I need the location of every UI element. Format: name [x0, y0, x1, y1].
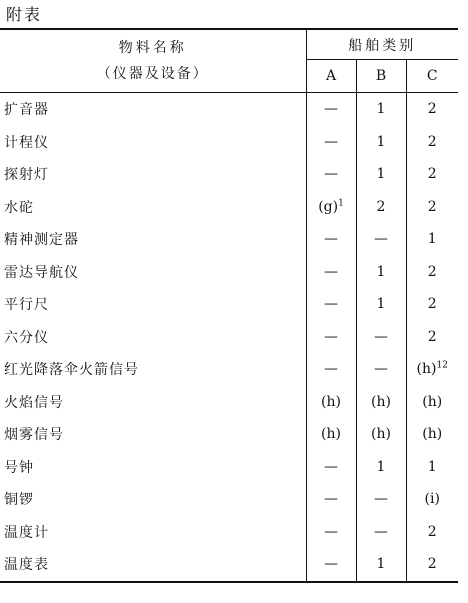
- table-row: [0, 256, 458, 289]
- table-row: [0, 516, 458, 549]
- class-c-cell: [406, 386, 458, 419]
- class-a-cell: [306, 191, 356, 224]
- class-b-cell-value: —: [374, 491, 388, 508]
- class-b-cell-value: 1: [376, 166, 386, 183]
- table-row: [0, 418, 458, 451]
- item-name-cell-value: 水砣: [4, 199, 34, 216]
- class-b-cell-value: —: [374, 523, 388, 540]
- item-name-cell-value: 号钟: [4, 459, 34, 476]
- class-c-cell-value: 2: [427, 296, 437, 313]
- item-name-cell-value: 温度计: [4, 524, 49, 541]
- class-c-cell: [406, 158, 458, 191]
- item-name-cell-value: 扩音器: [4, 102, 49, 119]
- class-a-cell: [306, 126, 356, 159]
- class-b-cell-value: 2: [376, 198, 386, 215]
- item-name-cell: [0, 93, 306, 126]
- item-name-cell: [0, 256, 306, 289]
- table-row: [0, 451, 458, 484]
- class-b-cell: [356, 223, 406, 256]
- class-a-cell: [306, 288, 356, 321]
- class-a-cell-footnote: 1: [338, 198, 344, 209]
- class-c-cell: [406, 353, 458, 386]
- class-a-cell: [306, 158, 356, 191]
- class-a-cell-value: —: [324, 133, 338, 150]
- class-c-cell: [406, 451, 458, 484]
- header-name-line2: （仪器及设备）: [96, 66, 209, 82]
- class-c-cell: [406, 288, 458, 321]
- class-c-cell: [406, 418, 458, 451]
- class-b-cell-value: (h): [371, 426, 391, 443]
- item-name-cell-value: 雷达导航仪: [4, 264, 79, 281]
- class-a-cell: [306, 386, 356, 419]
- class-b-cell-value: 1: [376, 263, 386, 280]
- class-b-cell: [356, 288, 406, 321]
- class-b-cell: [356, 516, 406, 549]
- table-row: [0, 288, 458, 321]
- class-c-cell-value: 2: [427, 523, 437, 540]
- class-c-cell-value: (h): [416, 361, 437, 378]
- item-name-cell-value: 平行尺: [4, 297, 49, 314]
- class-b-cell: [356, 191, 406, 224]
- class-a-cell: [306, 516, 356, 549]
- class-c-cell-value: 2: [427, 263, 437, 280]
- class-b-cell: [356, 158, 406, 191]
- class-a-cell-value: —: [324, 523, 338, 540]
- header-col-b: B: [356, 60, 406, 93]
- class-c-cell-footnote: 12: [436, 360, 448, 371]
- table-row: [0, 93, 458, 126]
- class-a-cell: [306, 321, 356, 354]
- class-a-cell-value: —: [324, 263, 338, 280]
- item-name-cell: [0, 418, 306, 451]
- table-row: [0, 548, 458, 582]
- equipment-table: [0, 28, 458, 583]
- item-name-cell-value: 烟雾信号: [4, 427, 64, 444]
- class-b-cell: [356, 483, 406, 516]
- class-b-cell-value: 1: [376, 101, 386, 118]
- class-b-cell-value: (h): [371, 393, 391, 410]
- item-name-cell-value: 探射灯: [4, 167, 49, 184]
- class-a-cell: [306, 483, 356, 516]
- table-row: [0, 158, 458, 191]
- class-c-cell: [406, 126, 458, 159]
- class-a-cell-value: —: [324, 556, 338, 573]
- class-c-cell: [406, 256, 458, 289]
- item-name-cell: [0, 548, 306, 582]
- class-a-cell-value: —: [324, 166, 338, 183]
- class-c-cell-value: (h): [422, 426, 443, 443]
- header-col-c: C: [406, 60, 458, 93]
- class-a-cell-value: —: [324, 101, 338, 118]
- class-b-cell-value: —: [374, 328, 388, 345]
- class-b-cell-value: 1: [376, 556, 386, 573]
- class-a-cell-value: —: [324, 296, 338, 313]
- class-a-cell-value: —: [324, 231, 338, 248]
- class-c-cell: [406, 321, 458, 354]
- class-b-cell: [356, 386, 406, 419]
- class-a-cell: [306, 548, 356, 582]
- table-row: [0, 223, 458, 256]
- item-name-cell-value: 计程仪: [4, 134, 49, 151]
- class-a-cell-value: (h): [321, 393, 341, 410]
- header-col-a: A: [306, 60, 356, 93]
- class-a-cell-value: —: [324, 361, 338, 378]
- class-c-cell: [406, 516, 458, 549]
- item-name-cell: [0, 191, 306, 224]
- class-a-cell: [306, 353, 356, 386]
- table-row: [0, 483, 458, 516]
- class-c-cell-value: 2: [427, 556, 437, 573]
- table-row: [0, 191, 458, 224]
- class-b-cell: [356, 321, 406, 354]
- item-name-cell: [0, 516, 306, 549]
- class-b-cell: [356, 256, 406, 289]
- class-c-cell-value: 2: [427, 101, 437, 118]
- class-c-cell-value: (h): [422, 393, 443, 410]
- class-a-cell-value: (h): [321, 426, 341, 443]
- item-name-cell: [0, 126, 306, 159]
- class-b-cell: [356, 451, 406, 484]
- class-a-cell: [306, 223, 356, 256]
- item-name-cell: [0, 321, 306, 354]
- class-b-cell: [356, 353, 406, 386]
- class-c-cell-value: 1: [427, 458, 437, 475]
- class-a-cell: [306, 93, 356, 126]
- class-c-cell: [406, 191, 458, 224]
- table-row: [0, 386, 458, 419]
- item-name-cell: [0, 223, 306, 256]
- class-b-cell: [356, 126, 406, 159]
- class-b-cell: [356, 93, 406, 126]
- class-b-cell-value: —: [374, 231, 388, 248]
- class-b-cell-value: 1: [376, 458, 386, 475]
- class-a-cell: [306, 418, 356, 451]
- item-name-cell-value: 红光降落伞火箭信号: [4, 362, 139, 379]
- item-name-cell: [0, 483, 306, 516]
- class-a-cell: [306, 451, 356, 484]
- class-c-cell-value: 2: [427, 198, 437, 215]
- class-a-cell-value: —: [324, 458, 338, 475]
- header-ship-category: 船舶类别: [306, 29, 458, 60]
- class-a-cell-value: —: [324, 491, 338, 508]
- class-c-cell: [406, 483, 458, 516]
- item-name-cell-value: 六分仪: [4, 329, 49, 346]
- class-c-cell-value: (i): [424, 491, 440, 508]
- class-c-cell-value: 1: [427, 231, 437, 248]
- header-name-line1: 物料名称: [118, 40, 187, 56]
- class-c-cell: [406, 548, 458, 582]
- class-a-cell-value: (g): [318, 198, 339, 215]
- table-row: [0, 321, 458, 354]
- item-name-cell-value: 火焰信号: [4, 394, 64, 411]
- table-body: [0, 93, 458, 582]
- class-b-cell: [356, 418, 406, 451]
- table-row: [0, 353, 458, 386]
- class-a-cell: [306, 256, 356, 289]
- item-name-cell: [0, 158, 306, 191]
- item-name-cell-value: 铜锣: [4, 492, 34, 509]
- item-name-cell: [0, 353, 306, 386]
- header-material-name: [0, 29, 306, 93]
- class-c-cell-value: 2: [427, 328, 437, 345]
- item-name-cell-value: 精神测定器: [4, 232, 79, 249]
- class-c-cell-value: 2: [427, 133, 437, 150]
- class-b-cell-value: 1: [376, 133, 386, 150]
- class-c-cell: [406, 93, 458, 126]
- class-a-cell-value: —: [324, 328, 338, 345]
- class-b-cell-value: 1: [376, 296, 386, 313]
- class-c-cell: [406, 223, 458, 256]
- item-name-cell-value: 温度表: [4, 557, 49, 574]
- item-name-cell: [0, 386, 306, 419]
- class-c-cell-value: 2: [427, 166, 437, 183]
- item-name-cell: [0, 451, 306, 484]
- page-caption: 附表: [6, 5, 43, 24]
- table-row: [0, 126, 458, 159]
- class-b-cell-value: —: [374, 361, 388, 378]
- item-name-cell: [0, 288, 306, 321]
- class-b-cell: [356, 548, 406, 582]
